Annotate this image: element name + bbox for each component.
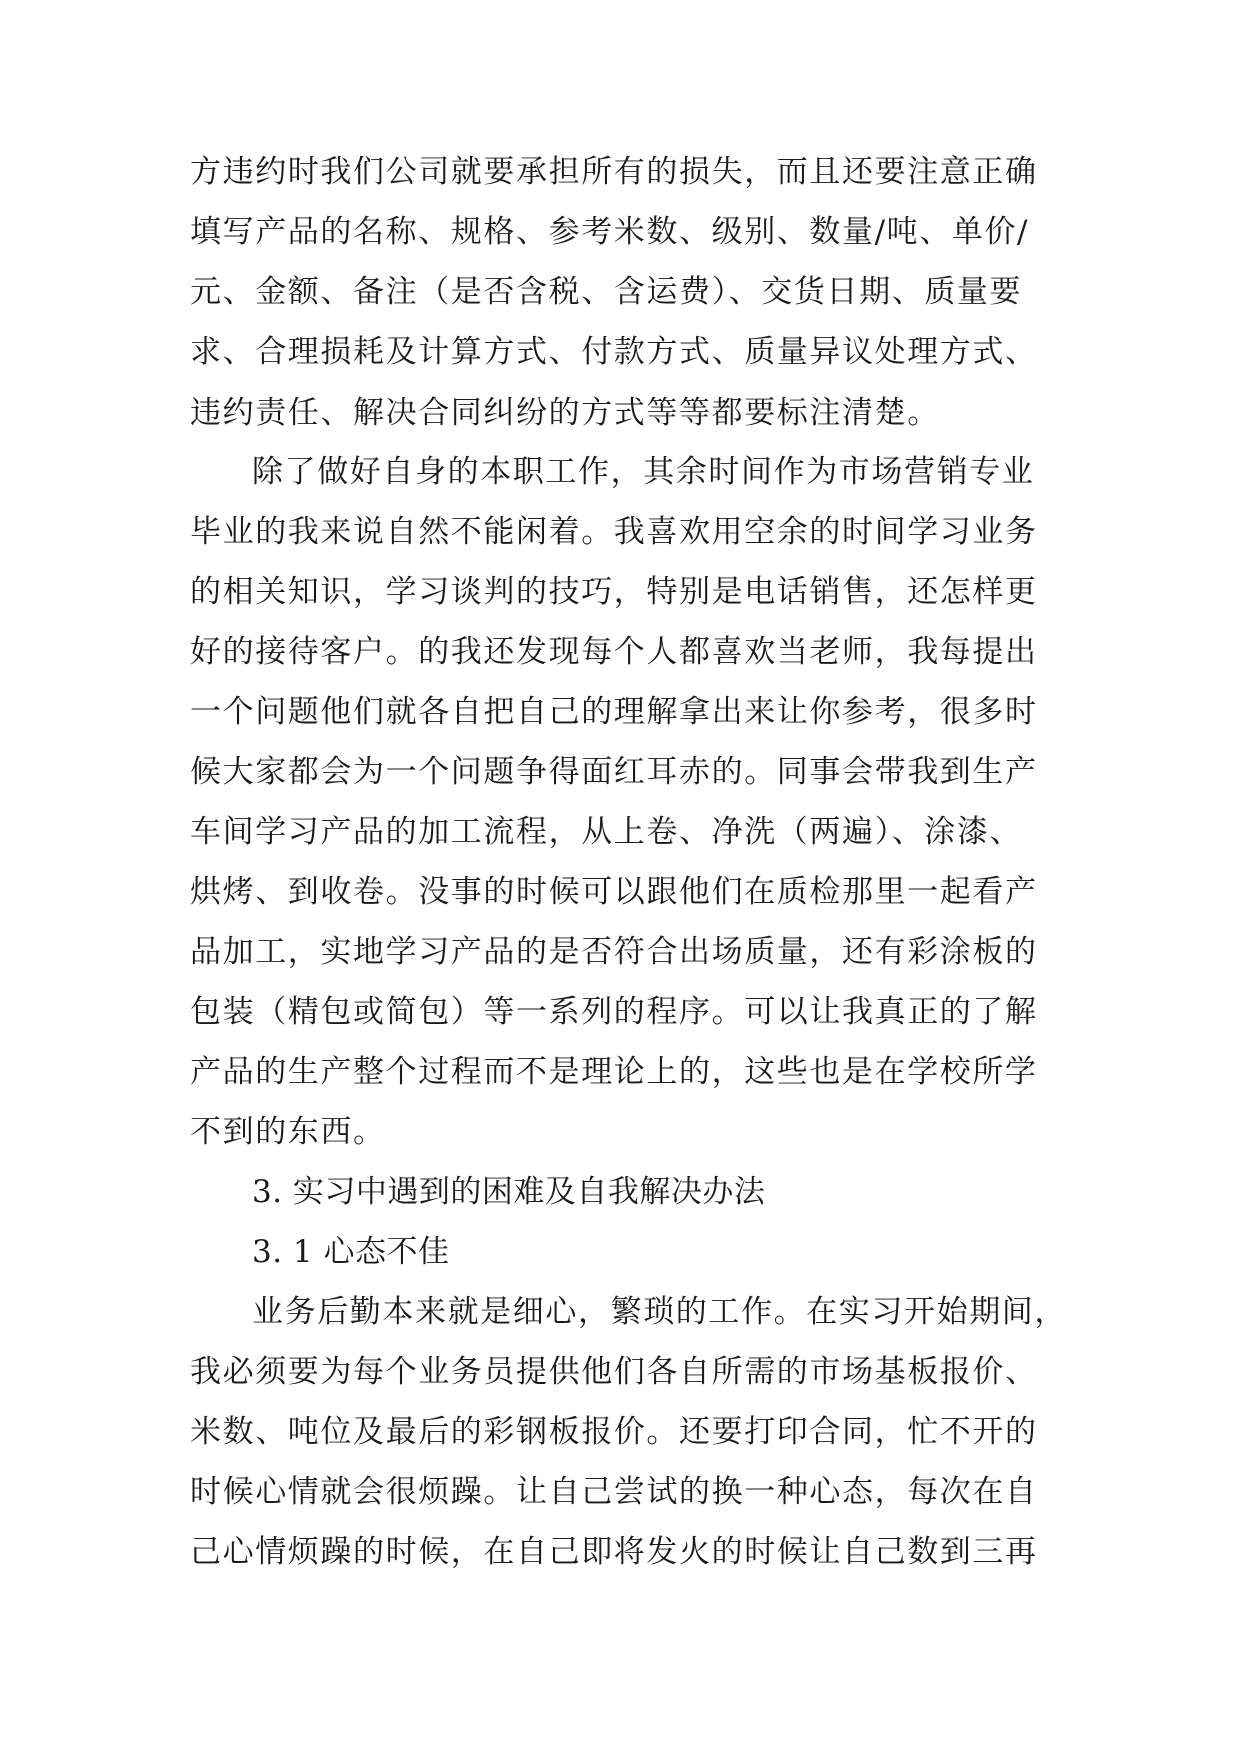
text-line: 一个问题他们就各自把自己的理解拿出来让你参考，很多时 xyxy=(190,694,1038,730)
text-line: 填写产品的名称、规格、参考米数、级别、数量/吨、单价/ xyxy=(190,214,1030,250)
text-line: 候大家都会为一个问题争得面红耳赤的。同事会带我到生产 xyxy=(190,754,1038,790)
text-line: 好的接待客户。的我还发现每个人都喜欢当老师，我每提出 xyxy=(190,634,1038,670)
text-line: 我必须要为每个业务员提供他们各自所需的市场基板报价、 xyxy=(190,1354,1038,1390)
subsection-heading: 3. 1 心态不佳 xyxy=(252,1234,450,1270)
text-line: 包装（精包或简包）等一系列的程序。可以让我真正的了解 xyxy=(190,994,1038,1030)
text-line: 车间学习产品的加工流程，从上卷、净洗（两遍）、涂漆、 xyxy=(190,814,1023,850)
text-line: 不到的东西。 xyxy=(190,1114,386,1150)
text-line: 己心情烦躁的时候，在自己即将发火的时候让自己数到三再 xyxy=(190,1534,1038,1570)
paragraph-first-line: 除了做好自身的本职工作，其余时间作为市场营销专业 xyxy=(252,454,1035,490)
text-line: 求、合理损耗及计算方式、付款方式、质量异议处理方式、 xyxy=(190,334,1038,370)
paragraph-first-line: 业务后勤本来就是细心，繁琐的工作。在实习开始期间， xyxy=(252,1294,1067,1330)
text-line: 产品的生产整个过程而不是理论上的，这些也是在学校所学 xyxy=(190,1054,1038,1090)
section-heading: 3. 实习中遇到的困难及自我解决办法 xyxy=(252,1174,766,1210)
text-line: 方违约时我们公司就要承担所有的损失，而且还要注意正确 xyxy=(190,154,1038,190)
text-line: 米数、吨位及最后的彩钢板报价。还要打印合同，忙不开的 xyxy=(190,1414,1038,1450)
text-line: 违约责任、解决合同纠纷的方式等等都要标注清楚。 xyxy=(190,395,940,431)
text-line: 时候心情就会很烦躁。让自己尝试的换一种心态，每次在自 xyxy=(190,1474,1038,1510)
text-line: 烘烤、到收卷。没事的时候可以跟他们在质检那里一起看产 xyxy=(190,874,1038,910)
text-line: 的相关知识，学习谈判的技巧，特别是电话销售，还怎样更 xyxy=(190,574,1038,610)
text-line: 元、金额、备注（是否含税、含运费）、交货日期、质量要 xyxy=(190,274,1023,310)
text-line: 毕业的我来说自然不能闲着。我喜欢用空余的时间学习业务 xyxy=(190,514,1038,550)
text-line: 品加工，实地学习产品的是否符合出场质量，还有彩涂板的 xyxy=(190,934,1038,970)
